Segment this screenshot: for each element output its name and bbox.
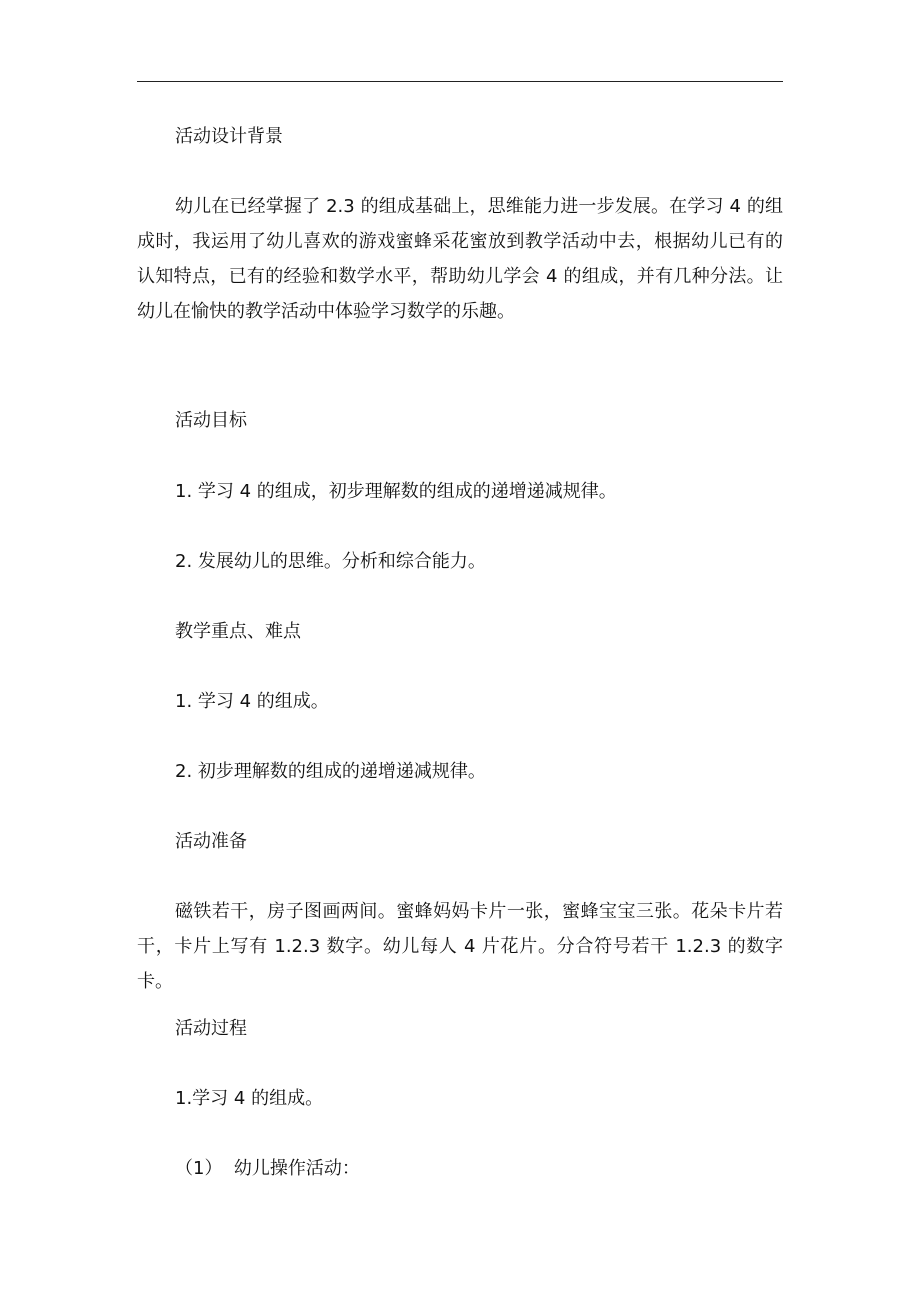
process-substep-1: （1） 幼儿操作活动： [175, 1158, 360, 1179]
header-rule [137, 81, 783, 82]
paragraph-background: 幼儿在已经掌握了 2.3 的组成基础上，思维能力进一步发展。在学习 4 的组成时，我运用了幼儿喜欢的游戏蜜蜂采花蜜放到教学活动中去，根据幼儿已有的认知特点，已有的经验和数学水平，帮助幼儿学会 4 的组成，并有几种分法。让幼儿在愉快的教学活动中体验学习数学的乐趣。 [137, 196, 783, 322]
heading-background: 活动设计背景 [175, 126, 283, 147]
key-point-item-2: 2. 初步理解数的组成的递增递减规律。 [175, 761, 486, 782]
heading-goals: 活动目标 [175, 410, 247, 431]
heading-key-points: 教学重点、难点 [175, 621, 301, 642]
heading-preparation: 活动准备 [175, 831, 247, 852]
goal-item-2: 2. 发展幼儿的思维。分析和综合能力。 [175, 551, 486, 572]
key-point-item-1: 1. 学习 4 的组成。 [175, 691, 329, 712]
process-step-1: 1.学习 4 的组成。 [175, 1088, 324, 1109]
goal-item-1: 1. 学习 4 的组成，初步理解数的组成的递增递减规律。 [175, 481, 617, 502]
paragraph-preparation: 磁铁若干，房子图画两间。蜜蜂妈妈卡片一张，蜜蜂宝宝三张。花朵卡片若干，卡片上写有 1.2.3 数字。幼儿每人 4 片花片。分合符号若干 1.2.3 的数字卡。 [137, 901, 783, 992]
heading-process: 活动过程 [175, 1018, 247, 1039]
